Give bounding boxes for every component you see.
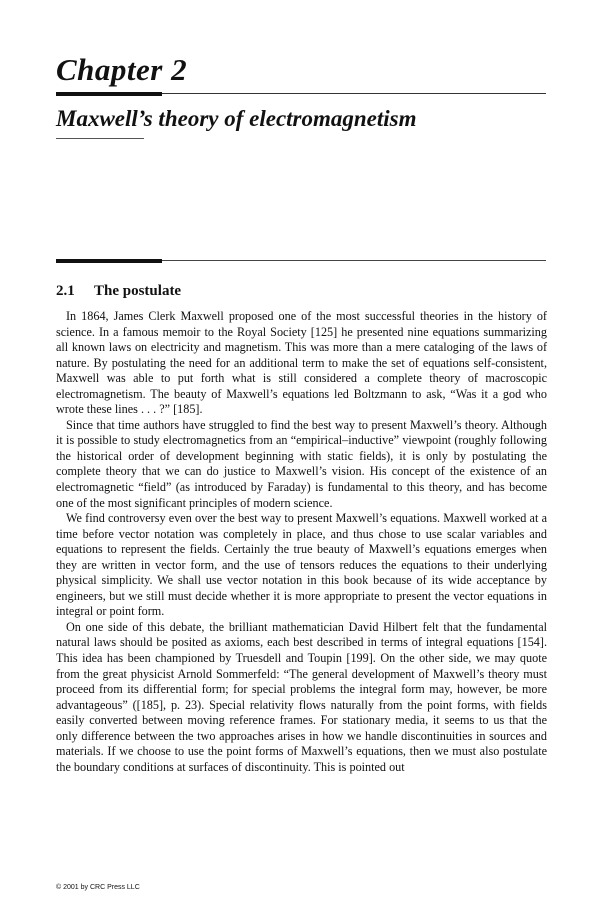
copyright-footer: © 2001 by CRC Press LLC bbox=[56, 884, 140, 891]
chapter-title: Maxwell’s theory of electromagnetism bbox=[56, 106, 417, 131]
section-heading bbox=[56, 283, 181, 300]
body-text bbox=[56, 309, 547, 775]
section-rule-thick bbox=[56, 259, 162, 263]
section-number: 2.1 bbox=[56, 283, 75, 299]
paragraph: Since that time authors have struggled to find the best way to present Maxwell’s theory. Although it is possible to study electromagnetics from an “empirical–inductive” viewpoint (roughly following the historical order of development beginning with static fields), it is only by postulating the complete theory that we can do justice to Maxwell’s vision. His concept of the existence of an electromagnetic “field” (as introduced by Faraday) is fundamental to this theory, and has become one of the most significant principles of modern science. bbox=[56, 417, 547, 510]
title-underline bbox=[56, 138, 144, 139]
section-title: The postulate bbox=[94, 283, 182, 299]
paragraph: In 1864, James Clerk Maxwell proposed one of the most successful theories in the history of science. In a famous memoir to the Royal Society [125] he presented nine equations summarizing all known laws on electricity and magnetism. This was more than a mere cataloging of the laws of nature. By postulating the need for an additional term to make the set of equations self-consistent, Maxwell was able to put forth what is still considered a complete theory of macroscopic electromagnetism. The beauty of Maxwell’s equations led Boltzmann to ask, “Was it a god who wrote these lines . . . ?” [185]. bbox=[56, 309, 547, 417]
paragraph: On one side of this debate, the brilliant mathematician David Hilbert felt that the fundamental natural laws should be posited as axioms, each best described in terms of integral equations [154]. This idea has been championed by Truesdell and Toupin [199]. On the other side, we may quote from the great physicist Arnold Sommerfeld: “The general development of Maxwell’s theory must proceed from its differential form; for special problems the integral form may, however, be more advantageous” ([185], p. 23). Special relativity flows naturally from the point forms, with fields easily converted between moving reference frames. For stationary media, it seems to us that the only difference between the two approaches arises in how we handle discontinuities in sources and materials. If we choose to use the point forms of Maxwell’s equations, then we must also postulate the boundary conditions at surfaces of discontinuity. This is pointed out bbox=[56, 619, 547, 774]
paragraph: We find controversy even over the best way to present Maxwell’s equations. Maxwell worked at a time before vector notation was completely in place, and thus chose to use scalar variables and equations to represent the fields. Certainly the true beauty of Maxwell’s equations emerges when they are written in vector form, and the use of tensors reduces the equations to their underlying physical simplicity. We shall use vector notation in this book because of its wide acceptance by engineers, but we still must decide whether it is more appropriate to present the vector equations in integral or point form. bbox=[56, 511, 547, 619]
chapter-rule-thick bbox=[56, 92, 162, 96]
chapter-label: Chapter 2 bbox=[56, 52, 188, 87]
